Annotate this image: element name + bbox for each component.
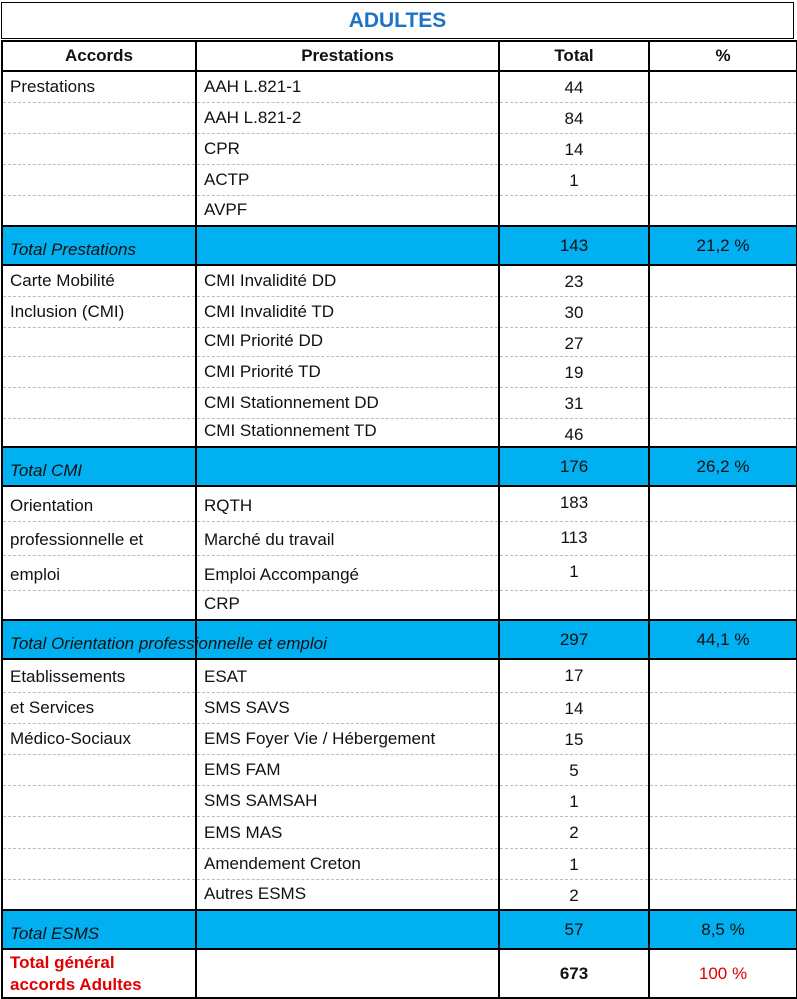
accord-label — [2, 785, 196, 816]
grand-total-label-line1: Total général — [10, 952, 115, 972]
table-row — [2, 195, 797, 226]
subtotal-label-text: Total ESMS — [10, 924, 100, 943]
total-cell: 1 — [499, 848, 649, 879]
subtotal-row — [2, 226, 797, 265]
percent-cell — [649, 327, 797, 356]
subtotal-percent: 26,2 % — [649, 447, 797, 486]
prestation-cell: Autres ESMS — [196, 879, 499, 910]
percent-cell — [649, 418, 797, 447]
table-row — [2, 590, 797, 620]
subtotal-label — [2, 620, 327, 659]
prestation-cell: EMS FAM — [196, 754, 499, 785]
accord-label: Médico-Sociaux — [2, 723, 196, 754]
percent-cell — [649, 848, 797, 879]
table-row — [2, 723, 797, 754]
total-cell: 84 — [499, 102, 649, 133]
subtotal-row — [2, 620, 797, 659]
table-row — [2, 785, 797, 816]
percent-cell — [649, 265, 797, 296]
prestation-cell: SMS SAMSAH — [196, 785, 499, 816]
subtotal-spacer — [196, 910, 499, 949]
prestation-cell: CMI Invalidité DD — [196, 265, 499, 296]
accord-label — [2, 133, 196, 164]
header-prestations: Prestations — [196, 41, 499, 71]
table-row — [2, 164, 797, 195]
table-row — [2, 692, 797, 723]
grand-total-row — [2, 949, 797, 998]
prestation-cell: EMS MAS — [196, 816, 499, 848]
table-row — [2, 102, 797, 133]
percent-cell — [649, 555, 797, 590]
accord-label: Prestations — [2, 71, 196, 102]
accord-label — [2, 754, 196, 785]
percent-cell — [649, 754, 797, 785]
total-cell: 17 — [499, 659, 649, 692]
prestation-cell: EMS Foyer Vie / Hébergement — [196, 723, 499, 754]
total-cell: 5 — [499, 754, 649, 785]
prestation-cell: CRP — [196, 590, 499, 620]
prestation-cell: AAH L.821-1 — [196, 71, 499, 102]
accord-label — [2, 848, 196, 879]
total-cell: 183 — [499, 486, 649, 521]
prestation-cell: CMI Stationnement TD — [196, 418, 499, 447]
accord-label — [2, 356, 196, 387]
total-cell: 46 — [499, 418, 649, 447]
percent-cell — [649, 356, 797, 387]
total-cell: 1 — [499, 785, 649, 816]
accord-label: professionnelle et — [2, 521, 196, 555]
prestation-cell: AVPF — [196, 195, 499, 226]
table-row — [2, 555, 797, 590]
prestation-cell: ACTP — [196, 164, 499, 195]
table-row — [2, 356, 797, 387]
header-row — [2, 41, 797, 71]
subtotal-label — [2, 447, 196, 486]
total-cell: 30 — [499, 296, 649, 327]
table-row — [2, 133, 797, 164]
percent-cell — [649, 71, 797, 102]
table-body — [2, 71, 797, 998]
table-row — [2, 879, 797, 910]
accord-label — [2, 590, 196, 620]
table-row — [2, 659, 797, 692]
percent-cell — [649, 133, 797, 164]
table-row — [2, 754, 797, 785]
total-cell: 19 — [499, 356, 649, 387]
table-row — [2, 848, 797, 879]
subtotal-label-text: Total Prestations — [10, 240, 136, 259]
total-cell — [499, 590, 649, 620]
percent-cell — [649, 723, 797, 754]
total-cell: 1 — [499, 164, 649, 195]
subtotal-value: 143 — [499, 226, 649, 265]
table-row — [2, 327, 797, 356]
total-cell: 23 — [499, 265, 649, 296]
accords-table — [1, 40, 797, 999]
subtotal-percent: 21,2 % — [649, 226, 797, 265]
subtotal-percent: 44,1 % — [649, 620, 797, 659]
percent-cell — [649, 486, 797, 521]
total-cell: 14 — [499, 133, 649, 164]
prestation-cell: CMI Priorité TD — [196, 356, 499, 387]
prestation-cell: Emploi Accompangé — [196, 555, 499, 590]
table-row — [2, 71, 797, 102]
table-row — [2, 296, 797, 327]
total-cell: 14 — [499, 692, 649, 723]
accord-label: Inclusion (CMI) — [2, 296, 196, 327]
grand-total-percent: 100 % — [649, 949, 797, 998]
total-cell: 2 — [499, 879, 649, 910]
subtotal-value: 297 — [499, 620, 649, 659]
percent-cell — [649, 164, 797, 195]
table-row — [2, 418, 797, 447]
percent-cell — [649, 387, 797, 418]
total-cell: 44 — [499, 71, 649, 102]
grand-total-value: 673 — [499, 949, 649, 998]
grand-total-empty — [196, 949, 499, 998]
accord-label: Carte Mobilité — [2, 265, 196, 296]
accord-label — [2, 879, 196, 910]
prestation-cell: Amendement Creton — [196, 848, 499, 879]
total-cell: 2 — [499, 816, 649, 848]
prestation-cell: Marché du travail — [196, 521, 499, 555]
accord-label — [2, 387, 196, 418]
table-row — [2, 265, 797, 296]
percent-cell — [649, 296, 797, 327]
subtotal-row — [2, 910, 797, 949]
header-percent: % — [649, 41, 797, 71]
table-row — [2, 486, 797, 521]
accord-label: emploi — [2, 555, 196, 590]
subtotal-spacer — [196, 226, 499, 265]
percent-cell — [649, 195, 797, 226]
subtotal-label-text: Total CMI — [10, 461, 83, 480]
subtotal-spacer — [196, 447, 499, 486]
table-row — [2, 521, 797, 555]
prestation-cell: AAH L.821-2 — [196, 102, 499, 133]
subtotal-percent: 8,5 % — [649, 910, 797, 949]
total-cell: 27 — [499, 327, 649, 356]
accord-label — [2, 327, 196, 356]
table-title: ADULTES — [1, 2, 794, 39]
accord-label — [2, 816, 196, 848]
header-accords: Accords — [2, 41, 196, 71]
table-row — [2, 387, 797, 418]
grand-total-label-line2: accords Adultes — [10, 974, 142, 994]
prestation-cell: CMI Priorité DD — [196, 327, 499, 356]
subtotal-value: 176 — [499, 447, 649, 486]
percent-cell — [649, 659, 797, 692]
accord-label — [2, 418, 196, 447]
header-total: Total — [499, 41, 649, 71]
total-cell: 1 — [499, 555, 649, 590]
prestation-cell: ESAT — [196, 659, 499, 692]
prestation-cell: RQTH — [196, 486, 499, 521]
percent-cell — [649, 590, 797, 620]
accord-label: Etablissements — [2, 659, 196, 692]
total-cell: 31 — [499, 387, 649, 418]
accord-label: et Services — [2, 692, 196, 723]
percent-cell — [649, 879, 797, 910]
prestation-cell: SMS SAVS — [196, 692, 499, 723]
subtotal-label-text: Total Orientation professionnelle et emploi — [10, 634, 327, 653]
total-cell — [499, 195, 649, 226]
table-row — [2, 816, 797, 848]
accord-label: Orientation — [2, 486, 196, 521]
prestation-cell: CMI Stationnement DD — [196, 387, 499, 418]
percent-cell — [649, 692, 797, 723]
subtotal-label — [2, 226, 196, 265]
subtotal-value: 57 — [499, 910, 649, 949]
subtotal-row — [2, 447, 797, 486]
percent-cell — [649, 785, 797, 816]
percent-cell — [649, 816, 797, 848]
total-cell: 15 — [499, 723, 649, 754]
accord-label — [2, 195, 196, 226]
prestation-cell: CPR — [196, 133, 499, 164]
accord-label — [2, 102, 196, 133]
percent-cell — [649, 521, 797, 555]
prestation-cell: CMI Invalidité TD — [196, 296, 499, 327]
accord-label — [2, 164, 196, 195]
subtotal-label — [2, 910, 196, 949]
total-cell: 113 — [499, 521, 649, 555]
grand-total-label — [2, 949, 196, 998]
percent-cell — [649, 102, 797, 133]
